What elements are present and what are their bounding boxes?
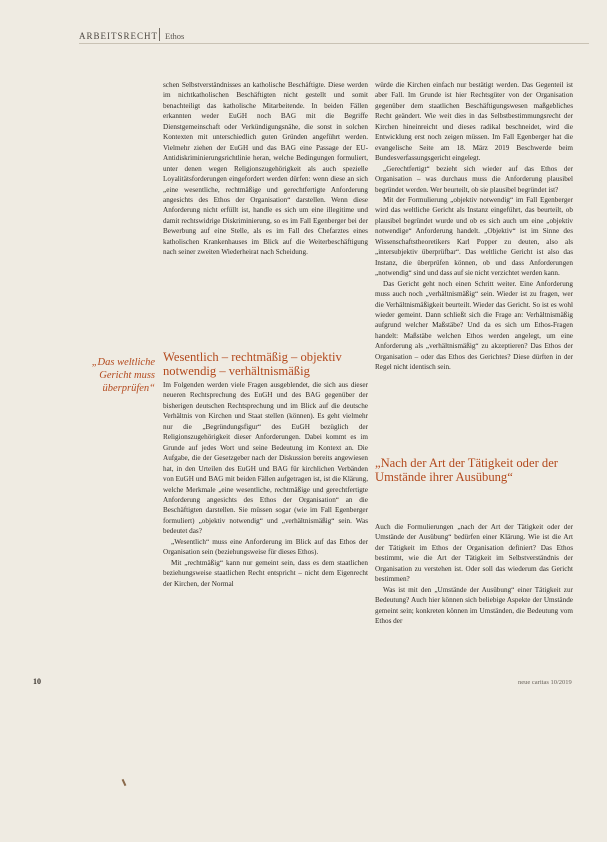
page-number: 10 [33,677,41,686]
paper-speck [122,779,127,786]
paragraph: „Gerechtfertigt“ bezieht sich wieder auf das Ethos der Organisation – was durchaus muss die Anforderung plausibel begründet werden. Wer beurteilt, ob sie plausibel begründet ist? [375,164,573,194]
header-rule [79,43,589,44]
pull-quote: „Das weltliche Gericht muss überprüfen“ [91,357,155,394]
column-left-lower [163,380,368,589]
subsection-label: Ethos [165,31,185,41]
section-label: ARBEITSRECHT [79,31,159,41]
header-divider [159,28,160,41]
column-right-lower [375,522,573,627]
paragraph: Was ist mit den „Umstände der Ausübung“ einer Tätigkeit zur Bedeutung? Auch hier können sich beliebige Aspekte der Umstände gemeint sein; konkreten können im Umständen, die Bedeutung vom Ethos der [375,585,573,626]
paragraph: Im Folgenden werden viele Fragen ausgeblendet, die sich aus dieser neueren Rechtsprechung des EuGH und des BAG gegenüber der bisherigen deutschen Rechtsprechung und im Blick auf die deutsche Verhältnis von Kirchen und Staat stellen (können). Es geht vielmehr nur die „Begründungsfigur“ des EuGH bezüglich der Religionszugehörigkeit dieser Anforderungen. Dabei kommt es im Grunde auf jedes Wort und seine Bedeutung im Kontext an. Die Aufgabe, die der Gesetzgeber nach der Diskussion bereits angewiesen hat, in den Urteilen des EuGH und BAG für kirchlichen Verbänden von EuGH und BAG mit beiden Fällen aufgetragen ist, ist die Klärung, welche Merkmale „eine wesentliche, rechtmäßige und gerechtfertigte Anforderung angesichts des Ethos der Organisation“ an die Beschäftigten darstellen. Sie müssen sogar (wie im Fall Egenberger formuliert) „objektiv notwendig“ und „verhältnismäßig“ sein. Was bedeutet das? [163,381,369,536]
paragraph: Das Gericht geht noch einen Schritt weiter. Eine Anforderung muss auch noch „verhältnismäßig“ sein. Wieder ist zu fragen, wer die Verhältnismäßigkeit beurteilt. Wieder das Gericht. So ist es wohl wieder gemeint. Dann schließt sich die Frage an: Verhältnismäßig aufgrund welcher Maßstäbe? Und da es sich um Ethos-Fragen handelt: Maßstäbe welchen Ethos werden angelegt, um eine Anforderung als „verhältnismäßig“ zu akzeptieren? Das Ethos der Organisation – oder das Ethos des Gerichtes? Diese dürften in der Regel nicht identisch sein. [375,279,573,372]
column-right-upper [375,80,573,373]
subheading-wesentlich: Wesentlich – rechtmäßig – objektiv notwendig – verhältnismäßig [163,350,342,378]
subheading-art-der-taetigkeit: „Nach der Art der Tätigkeit oder der Umstände ihrer Ausübung“ [375,456,558,484]
paragraph: Auch die Formulierungen „nach der Art der Tätigkeit oder der Umstände der Ausübung“ bedürfen einer Klärung. Wie ist die Art der Tätigkeit im Ethos der Organisation definiert? Das Ethos bestimmt, wie die Art der Tätigkeit im Selbstverständnis der Organisation zu verstehen ist. Oder soll das wiederum das Gericht bestimmen? [375,523,573,584]
column-left-upper [163,80,368,258]
paragraph: Mit der Formulierung „objektiv notwendig“ im Fall Egenberger wird das weltliche Gericht als Instanz eingeführt, das beurteilt, ob plausibel begründet wurde und ob es sich auch um eine „objektiv notwendige“ Anforderung handelt. „Objektiv“ ist im Sinne des Wissenschaftstheoretikers Karl Popper zu deuten, also als „intersubjektiv überprüfbar“. Das weltliche Gericht ist also das Instanz, die überprüfen können, ob und dass Anforderungen „notwendig“ sind und dass auf sie nicht verzichtet werden kann. [375,195,573,278]
footer-publication: neue caritas 10/2019 [518,679,572,686]
paragraph: schen Selbstverständnisses an katholische Beschäftigte. Diese werden im nichtkatholischen Beschäftigten nicht gestellt und somit benachteiligt das katholische Mitarbeitende. In beiden Fällen erkannten weder EuGH noch BAG mit die Begriffe Dienstgemeinschaft oder Verkündigungsnähe, die sonst in solchen Kontexten mit unterschiedlich guten Gründen angeführt werden. Vielmehr ziehen der EuGH und das BAG eine Passage der EU-Antidiskriminierungsrichtlinie heran, welche Bedingungen formuliert, unter denen wegen Religionszugehörigkeit als auch spezielle Loyalitätsforderungen eingefordert werden dürfen: wenn diese an sich „eine wesentliche, rechtmäßige und gerechtfertigte Anforderung angesichts des Ethos der Organisation“ darstellen. Wenn diese Anforderung nicht erfüllt ist, handle es sich um eine illegitime und damit rechtswidrige Diskriminierung, so es im Fall Egenberger bei der Bewerbung auf eine Stelle, als es im Fall des Chefarztes eines katholischen Krankenhauses im Blick auf die Weiterbeschäftigung nach seiner zweiten Wiederheirat nach Scheidung. [163,81,368,257]
paragraph: „Wesentlich“ muss eine Anforderung im Blick auf das Ethos der Organisation sein (beziehungsweise für dieses Ethos). [163,537,368,557]
paragraph: Mit „rechtmäßig“ kann nur gemeint sein, dass es dem staatlichen beziehungsweise staatlichen Recht entspricht – nicht dem Eigenrecht der Kirchen, der Normal [163,558,368,588]
paragraph: würde die Kirchen einfach nur bestätigt werden. Das Gegenteil ist aber Fall. Im Grunde ist hier Rechtsgüter von der Organisation gegenüber dem staatlichen Beschäftigungswesen maßgebliches Recht geändert. Wie weit dies in das Selbstbestimmungsrecht der Kirchen hineinreicht und dieses radikal beschneidet, wird die Entwicklung erst noch zeigen müssen. Im Fall Egenberger hat die evangelische Seite am 18. März 2019 Beschwerde beim Bundesverfassungsgericht eingelegt. [375,81,573,163]
